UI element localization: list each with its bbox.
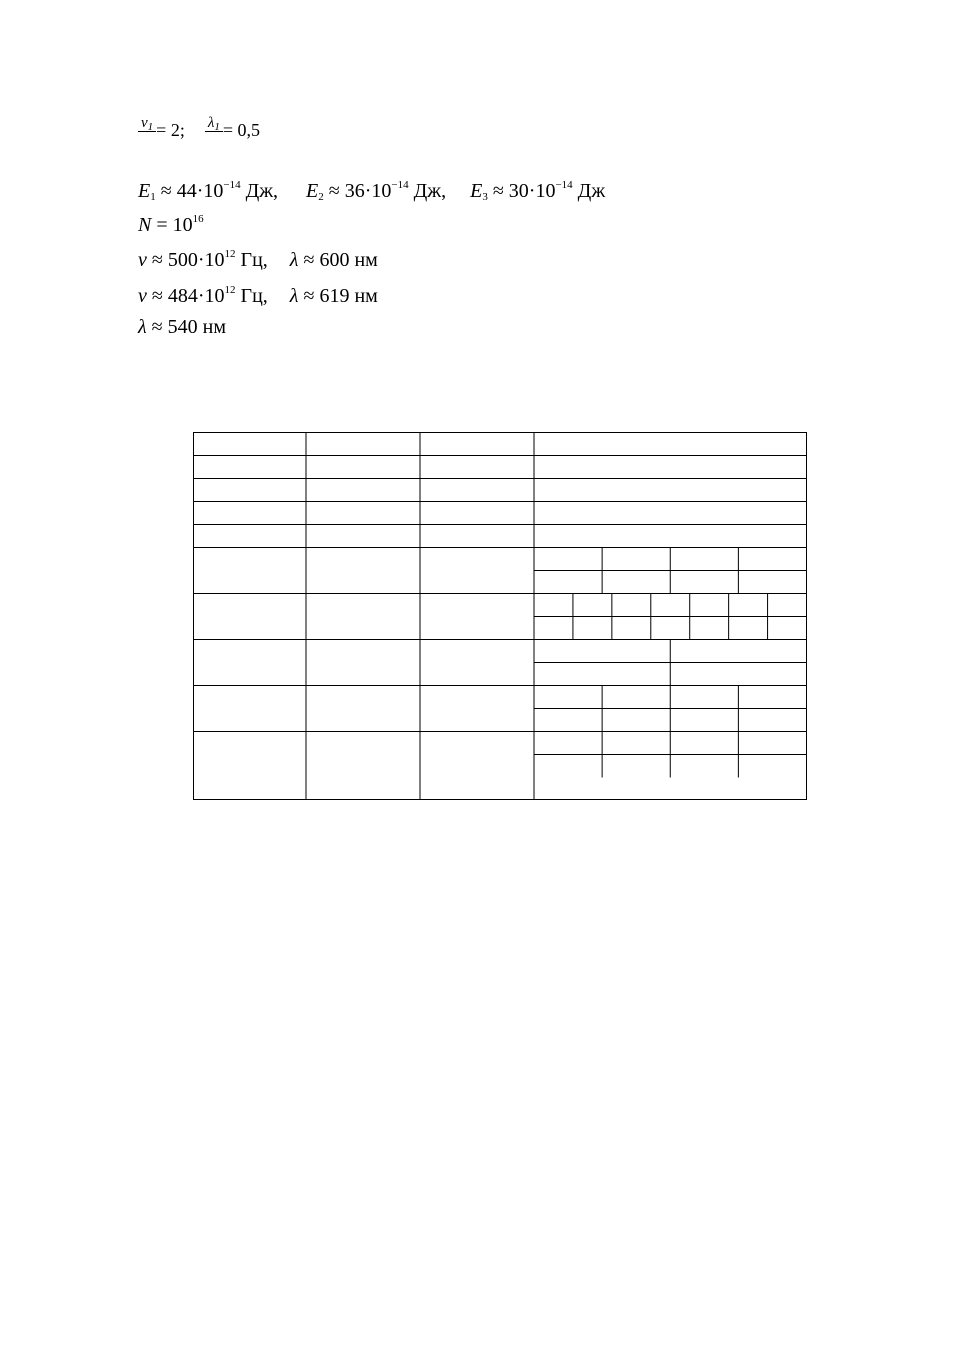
energy-1: $E_1 \approx 44\cdot 10^{-14}$ Дж, bbox=[138, 179, 279, 203]
energy-3: $E_3 \approx 30\cdot 10^{-14}$ Дж bbox=[470, 179, 606, 203]
answer-table bbox=[193, 432, 807, 800]
nu-ratio-value: = 2; bbox=[156, 120, 185, 140]
wavelength-line: λ ≈ 540 нм bbox=[138, 316, 227, 338]
count-line: $N = 10^{16}$ bbox=[138, 213, 204, 236]
lambda-ratio-fraction: $\lambda_1$ bbox=[205, 115, 223, 140]
frequency-line-2: $\nu \approx 484\cdot 10^{12}$ Гц, λ ≈ 619 нм bbox=[138, 284, 378, 307]
energy-2: $E_2 \approx 36\cdot 10^{-14}$ Дж, bbox=[306, 179, 447, 203]
lambda-ratio-value: = 0,5 bbox=[222, 120, 260, 140]
ratio-line bbox=[138, 114, 260, 144]
frequency-line-1: $\nu \approx 500\cdot 10^{12}$ Гц, λ ≈ 600 нм bbox=[138, 248, 378, 271]
answer-table-grid bbox=[193, 432, 807, 800]
nu-ratio-fraction: $\nu_1$ bbox=[138, 115, 156, 140]
energy-line bbox=[138, 179, 605, 203]
